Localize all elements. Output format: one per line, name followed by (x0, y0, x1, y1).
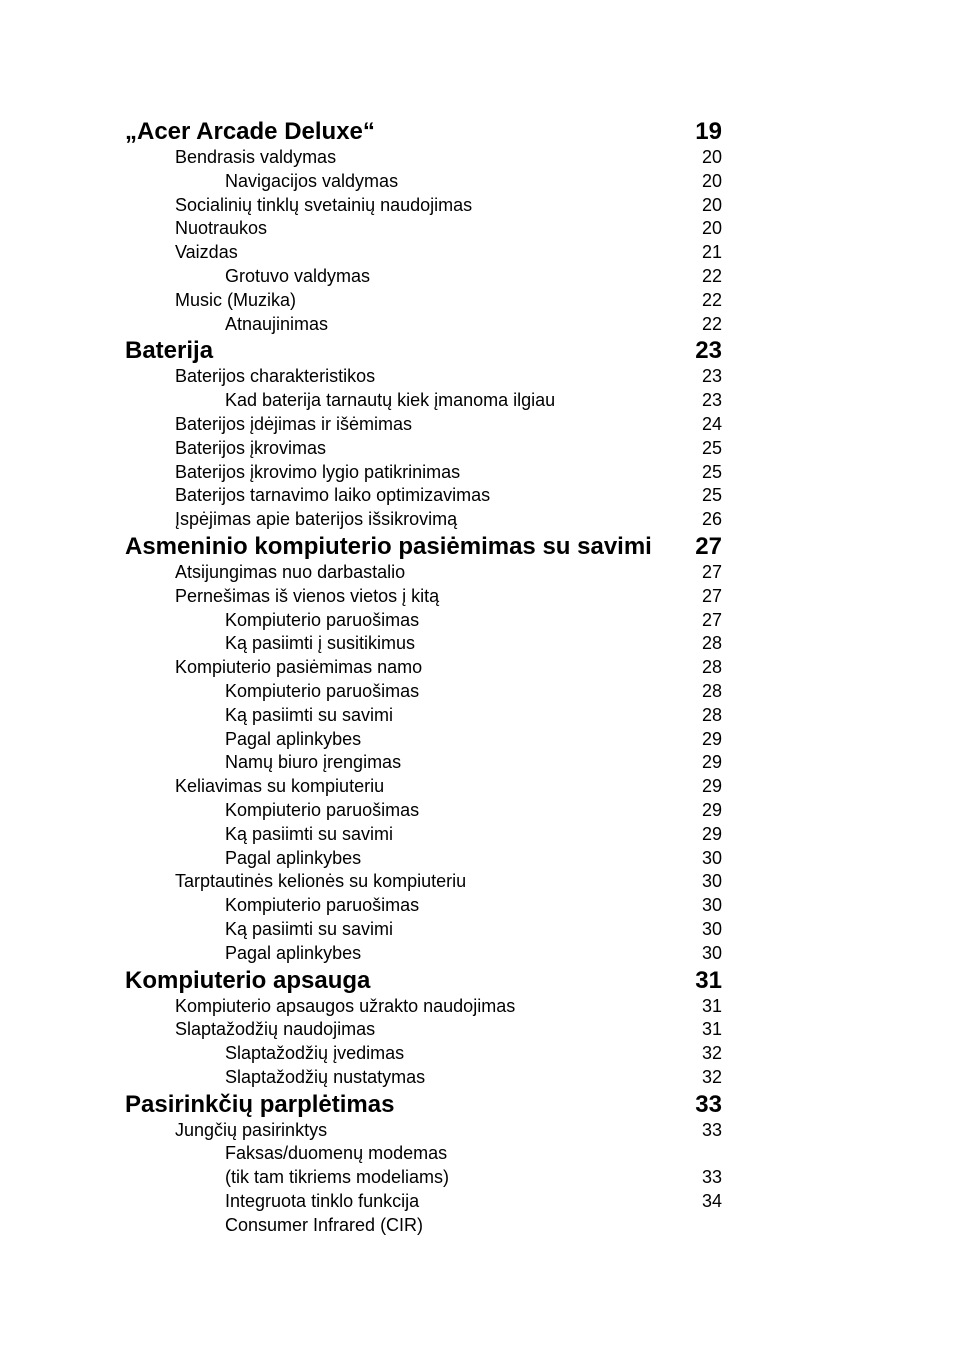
toc-section-row[interactable] (125, 775, 722, 799)
toc-section-row[interactable] (125, 241, 722, 265)
page-number: 31 (701, 1019, 722, 1040)
toc-chapter-title: Kompiuterio apsauga (125, 966, 371, 994)
toc-subsection-row[interactable] (125, 751, 722, 775)
toc-section-row[interactable] (125, 146, 722, 170)
page-number: 29 (701, 823, 722, 844)
page-number: 27 (701, 609, 722, 630)
toc-section-title: Atsijungimas nuo darbastalio (175, 561, 406, 582)
page-number: 29 (701, 776, 722, 797)
toc-chapter-title: Pasirinkčių parplėtimas (125, 1090, 395, 1118)
toc-subsection-row[interactable] (125, 609, 722, 633)
toc-subsection-title: Faksas/duomenų modemas (225, 1143, 448, 1164)
toc-section-row[interactable] (125, 484, 722, 508)
toc-subsection-title: Namų biuro įrengimas (225, 752, 402, 773)
toc-subsection-row[interactable] (125, 1042, 722, 1066)
toc-subsection-row[interactable] (125, 918, 722, 942)
toc-subsection-row[interactable] (125, 389, 722, 413)
page-number: 27 (701, 561, 722, 582)
page-number: 32 (701, 1066, 722, 1087)
toc-section-title: Bendrasis valdymas (175, 147, 337, 167)
toc-section-title: Music (Muzika) (175, 289, 297, 310)
toc-section-title: Baterijos tarnavimo laiko optimizavimas (175, 485, 491, 506)
toc-section-title: Kompiuterio pasiėmimas namo (175, 657, 423, 678)
toc-subsection-row[interactable] (125, 313, 722, 337)
toc-subsection-row[interactable] (125, 942, 722, 966)
toc-section-row[interactable] (125, 656, 722, 680)
page-number: 20 (701, 170, 722, 191)
toc-section-row[interactable] (125, 365, 722, 389)
toc-section-row[interactable] (125, 289, 722, 313)
toc-subsection-row[interactable] (125, 704, 722, 728)
page-number: 19 (695, 118, 722, 145)
toc-subsection-title: Grotuvo valdymas (225, 265, 371, 286)
toc-subsection-title: Kompiuterio paruošimas (225, 799, 420, 820)
page-number: 20 (701, 194, 722, 215)
toc-subsection-row[interactable] (125, 170, 722, 194)
toc-subsection-row[interactable] (125, 799, 722, 823)
page-number: 34 (701, 1191, 722, 1212)
toc-subsection-title: Pagal aplinkybes (225, 942, 362, 963)
page-number: 20 (701, 218, 722, 239)
page-number: 21 (701, 242, 722, 263)
toc-section-title: Baterijos charakteristikos (175, 366, 376, 387)
page-number: 30 (701, 871, 722, 892)
page-number: 32 (701, 1043, 722, 1064)
toc-section-title: Keliavimas su kompiuteriu (175, 776, 385, 797)
toc-subsection-row[interactable] (125, 1190, 722, 1214)
page-number: 30 (701, 895, 722, 916)
toc-section-row[interactable] (125, 461, 722, 485)
toc-subsection-row[interactable] (125, 1214, 722, 1238)
toc-section-row[interactable] (125, 508, 722, 532)
toc-section-row[interactable] (125, 995, 722, 1019)
toc-subsection-title: Pagal aplinkybes (225, 728, 362, 749)
toc-subsection-row[interactable] (125, 894, 722, 918)
page-number: 27 (701, 585, 722, 606)
toc-subsection-title: Kompiuterio paruošimas (225, 895, 420, 916)
page-number: 33 (701, 1167, 722, 1188)
toc-subsection-title: Slaptažodžių nustatymas (225, 1066, 426, 1087)
page-number: 26 (701, 509, 722, 530)
toc-subsection-title: Kompiuterio paruošimas (225, 680, 420, 701)
toc-subsection-row[interactable] (125, 680, 722, 704)
toc-subsection-title: Atnaujinimas (225, 313, 329, 334)
toc-section-title: Socialinių tinklų svetainių naudojimas (175, 194, 473, 215)
toc-section-title: Baterijos įkrovimas (175, 437, 327, 458)
page-number: 28 (701, 704, 722, 725)
toc-subsection-title: Navigacijos valdymas (225, 170, 399, 191)
toc-chapter-title: „Acer Arcade Deluxe“ (125, 118, 375, 145)
page-number: 29 (701, 728, 722, 749)
page-number: 25 (701, 485, 722, 506)
toc-chapter-title: Baterija (125, 337, 214, 365)
toc-chapter-row[interactable] (125, 966, 722, 995)
page-number: 20 (701, 147, 722, 167)
page-number: 29 (701, 799, 722, 820)
table-of-contents (125, 117, 722, 1238)
toc-chapter-row[interactable] (125, 117, 722, 146)
toc-section-row[interactable] (125, 194, 722, 218)
page-number: 28 (701, 657, 722, 678)
toc-section-title: Nuotraukos (175, 218, 268, 239)
toc-section-row[interactable] (125, 413, 722, 437)
page-number: 25 (701, 437, 722, 458)
toc-subsection-title: Kad baterija tarnautų kiek įmanoma ilgiau (225, 390, 556, 411)
toc-subsection-row[interactable] (125, 632, 722, 656)
toc-section-title: Baterijos įdėjimas ir išėmimas (175, 413, 413, 434)
toc-subsection-row[interactable] (125, 265, 722, 289)
page-number: 23 (701, 390, 722, 411)
toc-subsection-title: Ką pasiimti su savimi (225, 823, 394, 844)
toc-subsection-row[interactable] (125, 1066, 722, 1090)
toc-chapter-row[interactable] (125, 1090, 722, 1119)
toc-section-row[interactable] (125, 585, 722, 609)
toc-subsection-title: Ką pasiimti su savimi (225, 704, 394, 725)
page-number: 33 (701, 1119, 722, 1140)
toc-section-title: Kompiuterio apsaugos užrakto naudojimas (175, 995, 516, 1016)
page-number: 28 (701, 633, 722, 654)
toc-section-row[interactable] (125, 437, 722, 461)
toc-section-title: Įspėjimas apie baterijos išsikrovimą (175, 509, 458, 530)
page-number: 23 (701, 366, 722, 387)
toc-chapter-row[interactable] (125, 532, 722, 561)
toc-section-row[interactable] (125, 561, 722, 585)
toc-section-title: Baterijos įkrovimo lygio patikrinimas (175, 461, 461, 482)
toc-subsection-title: Consumer Infrared (CIR) (225, 1214, 424, 1235)
page-number: 28 (701, 680, 722, 701)
toc-subsection-title: Ką pasiimti į susitikimus (225, 633, 416, 654)
toc-section-title: Slaptažodžių naudojimas (175, 1019, 376, 1040)
toc-section-row[interactable] (125, 217, 722, 241)
page-number: 27 (695, 532, 722, 560)
page-number: 24 (701, 413, 722, 434)
toc-subsection-title: Integruota tinklo funkcija (225, 1191, 420, 1212)
toc-section-row[interactable] (125, 870, 722, 894)
page-number: 25 (701, 461, 722, 482)
page-number: 30 (701, 918, 722, 939)
toc-subsection-title: Pagal aplinkybes (225, 847, 362, 868)
toc-subsection-title: Ką pasiimti su savimi (225, 918, 394, 939)
toc-section-title: Pernešimas iš vienos vietos į kitą (175, 585, 440, 606)
page-number: 22 (701, 265, 722, 286)
page-number: 30 (701, 847, 722, 868)
toc-subsection-title: Slaptažodžių įvedimas (225, 1043, 405, 1064)
toc-subsection-row[interactable] (125, 847, 722, 871)
toc-subsection-title: Kompiuterio paruošimas (225, 609, 420, 630)
page-number: 22 (701, 313, 722, 334)
toc-subsection-title: (tik tam tikriems modeliams) (225, 1167, 450, 1188)
toc-section-title: Tarptautinės kelionės su kompiuteriu (175, 871, 467, 892)
toc-section-title: Jungčių pasirinktys (175, 1119, 328, 1140)
toc-section-title: Vaizdas (175, 242, 238, 263)
toc-section-row[interactable] (125, 1018, 722, 1042)
toc-chapter-title: Asmeninio kompiuterio pasiėmimas su savimi (125, 532, 652, 560)
toc-subsection-row[interactable] (125, 1166, 722, 1190)
toc-chapter-row[interactable] (125, 336, 722, 365)
toc-subsection-row[interactable] (125, 823, 722, 847)
page-number: 31 (701, 995, 722, 1016)
toc-subsection-row[interactable] (125, 728, 722, 752)
page-number: 31 (695, 966, 722, 994)
page-number: 22 (701, 289, 722, 310)
page-number: 30 (701, 942, 722, 963)
page-number: 33 (695, 1090, 722, 1118)
page-number: 23 (695, 337, 722, 365)
page-number: 29 (701, 752, 722, 773)
toc-subsection-row[interactable] (125, 1142, 722, 1166)
toc-section-row[interactable] (125, 1119, 722, 1143)
